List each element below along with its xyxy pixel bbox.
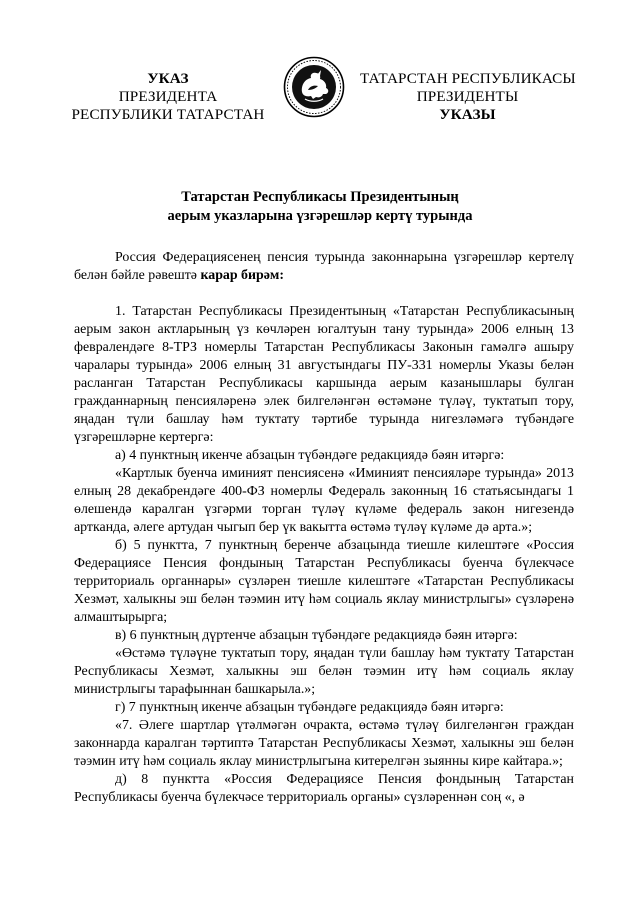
header-tatar [360, 70, 575, 124]
paragraph-g-quote: «7. Әлеге шартлар үтәлмәгән очракта, өстәмә түләү билгеләнгән граждан законнарда каралган тәртиптә Татарстан Республикасы Хезмәт, халыкны эш белән тәэмин итү һәм социаль яклау министрлыгына китерелгән зыянны кире кайтара.»; [74, 718, 574, 769]
preamble-paragraph [74, 249, 574, 285]
coat-of-arms-icon [283, 56, 345, 118]
decree-title-line2: аерым указларына үзгәрешләр кертү турында [167, 208, 473, 224]
paragraph-a-quote: «Картлык буенча иминият пенсиясенә «Иминият пенсияләре турында» 2013 елның 28 декабрендәге 400-ФЗ номерлы Федераль законның 16 статьясындагы 1 өлешендә каралган үзгәрми торган түләү күләме федераль закон нигезендә артканда, әлеге артудан чыгып бер үк вакытта өстәмә түләү күләме дә арта.»; [74, 466, 574, 535]
decree-body [74, 249, 574, 807]
paragraph-g: г) 7 пунктның икенче абзацын түбәндәге редакциядә бәян итәргә: [115, 700, 504, 715]
preamble-end: : [279, 268, 285, 283]
paragraph-v-quote: «Өстәмә түләүне туктатып тору, яңадан түли башлау һәм туктату Татарстан Республикасы Хезмәт, халыкны эш белән тәэмин итү һәм социаль яклау министрлыгы тарафыннан башкарыла.»; [74, 646, 574, 697]
paragraph-b: б) 5 пунктта, 7 пунктның беренче абзацында тиешле килештәге «Россия Федерациясе Пенсия фондының Татарстан Республикасы буенча бүлекчәсе территориаль органнары» сүзләрен тиешле килештәге «Татарстан Республикасы Хезмәт, халыкны эш белән тәэмин итү һәм социаль яклау министрлыгы» сүзләренә алмаштырырга; [74, 538, 574, 625]
paragraph-v: в) 6 пунктның дүртенче абзацын түбәндәге редакциядә бәян итәргә: [115, 628, 518, 643]
header-russian-line2: ПРЕЗИДЕНТА [118, 88, 218, 105]
decree-title-line1: Татарстан Республикасы Президентының [181, 189, 459, 205]
header-tatar-line3: УКАЗЫ [439, 106, 496, 123]
paragraph-d: д) 8 пунктта «Россия Федерациясе Пенсия фондының Татарстан Республикасы буенча бүлекчәсе территориаль органы» сүзләреннән соң «, ә [74, 772, 574, 805]
header-russian-line3: РЕСПУБЛИКИ ТАТАРСТАН [71, 106, 265, 123]
preamble-bold: карар бирәм [200, 268, 280, 283]
paragraph-1: 1. Татарстан Республикасы Президентының «Татарстан Республикасының аерым закон актларының үз көчләрен югалтуын тану турында» 2006 елның 13 февралендәге 8-ТРЗ номерлы Татарстан Республикасы Законын гамәлгә ашыру чаралары турында» 2006 елның 31 августындагы ПУ-331 номерлы Указы белән расланган Татарстан Республикасы каршында аерым казанышлары булган гражданнарның пенсияләренә элек билгеләнгән өстәмәне түләү, туктатып тору, яңадан түли башлау һәм туктату тәртибе турында нигезләмәгә түбәндәге үзгәрешләрне кертергә: [74, 304, 574, 445]
preamble-text: Россия Федерациясенең пенсия турында законнарына үзгәрешләр кертелү белән бәйле рәвештә [74, 250, 574, 283]
header-tatar-line2: ПРЕЗИДЕНТЫ [416, 88, 519, 105]
header-russian-line1: УКАЗ [147, 70, 189, 87]
header-russian [68, 70, 268, 124]
header-tatar-line1: ТАТАРСТАН РЕСПУБЛИКАСЫ [360, 70, 576, 87]
paragraph-a: а) 4 пунктның икенче абзацын түбәндәге редакциядә бәян итәргә: [115, 448, 505, 463]
decree-title [60, 188, 580, 226]
